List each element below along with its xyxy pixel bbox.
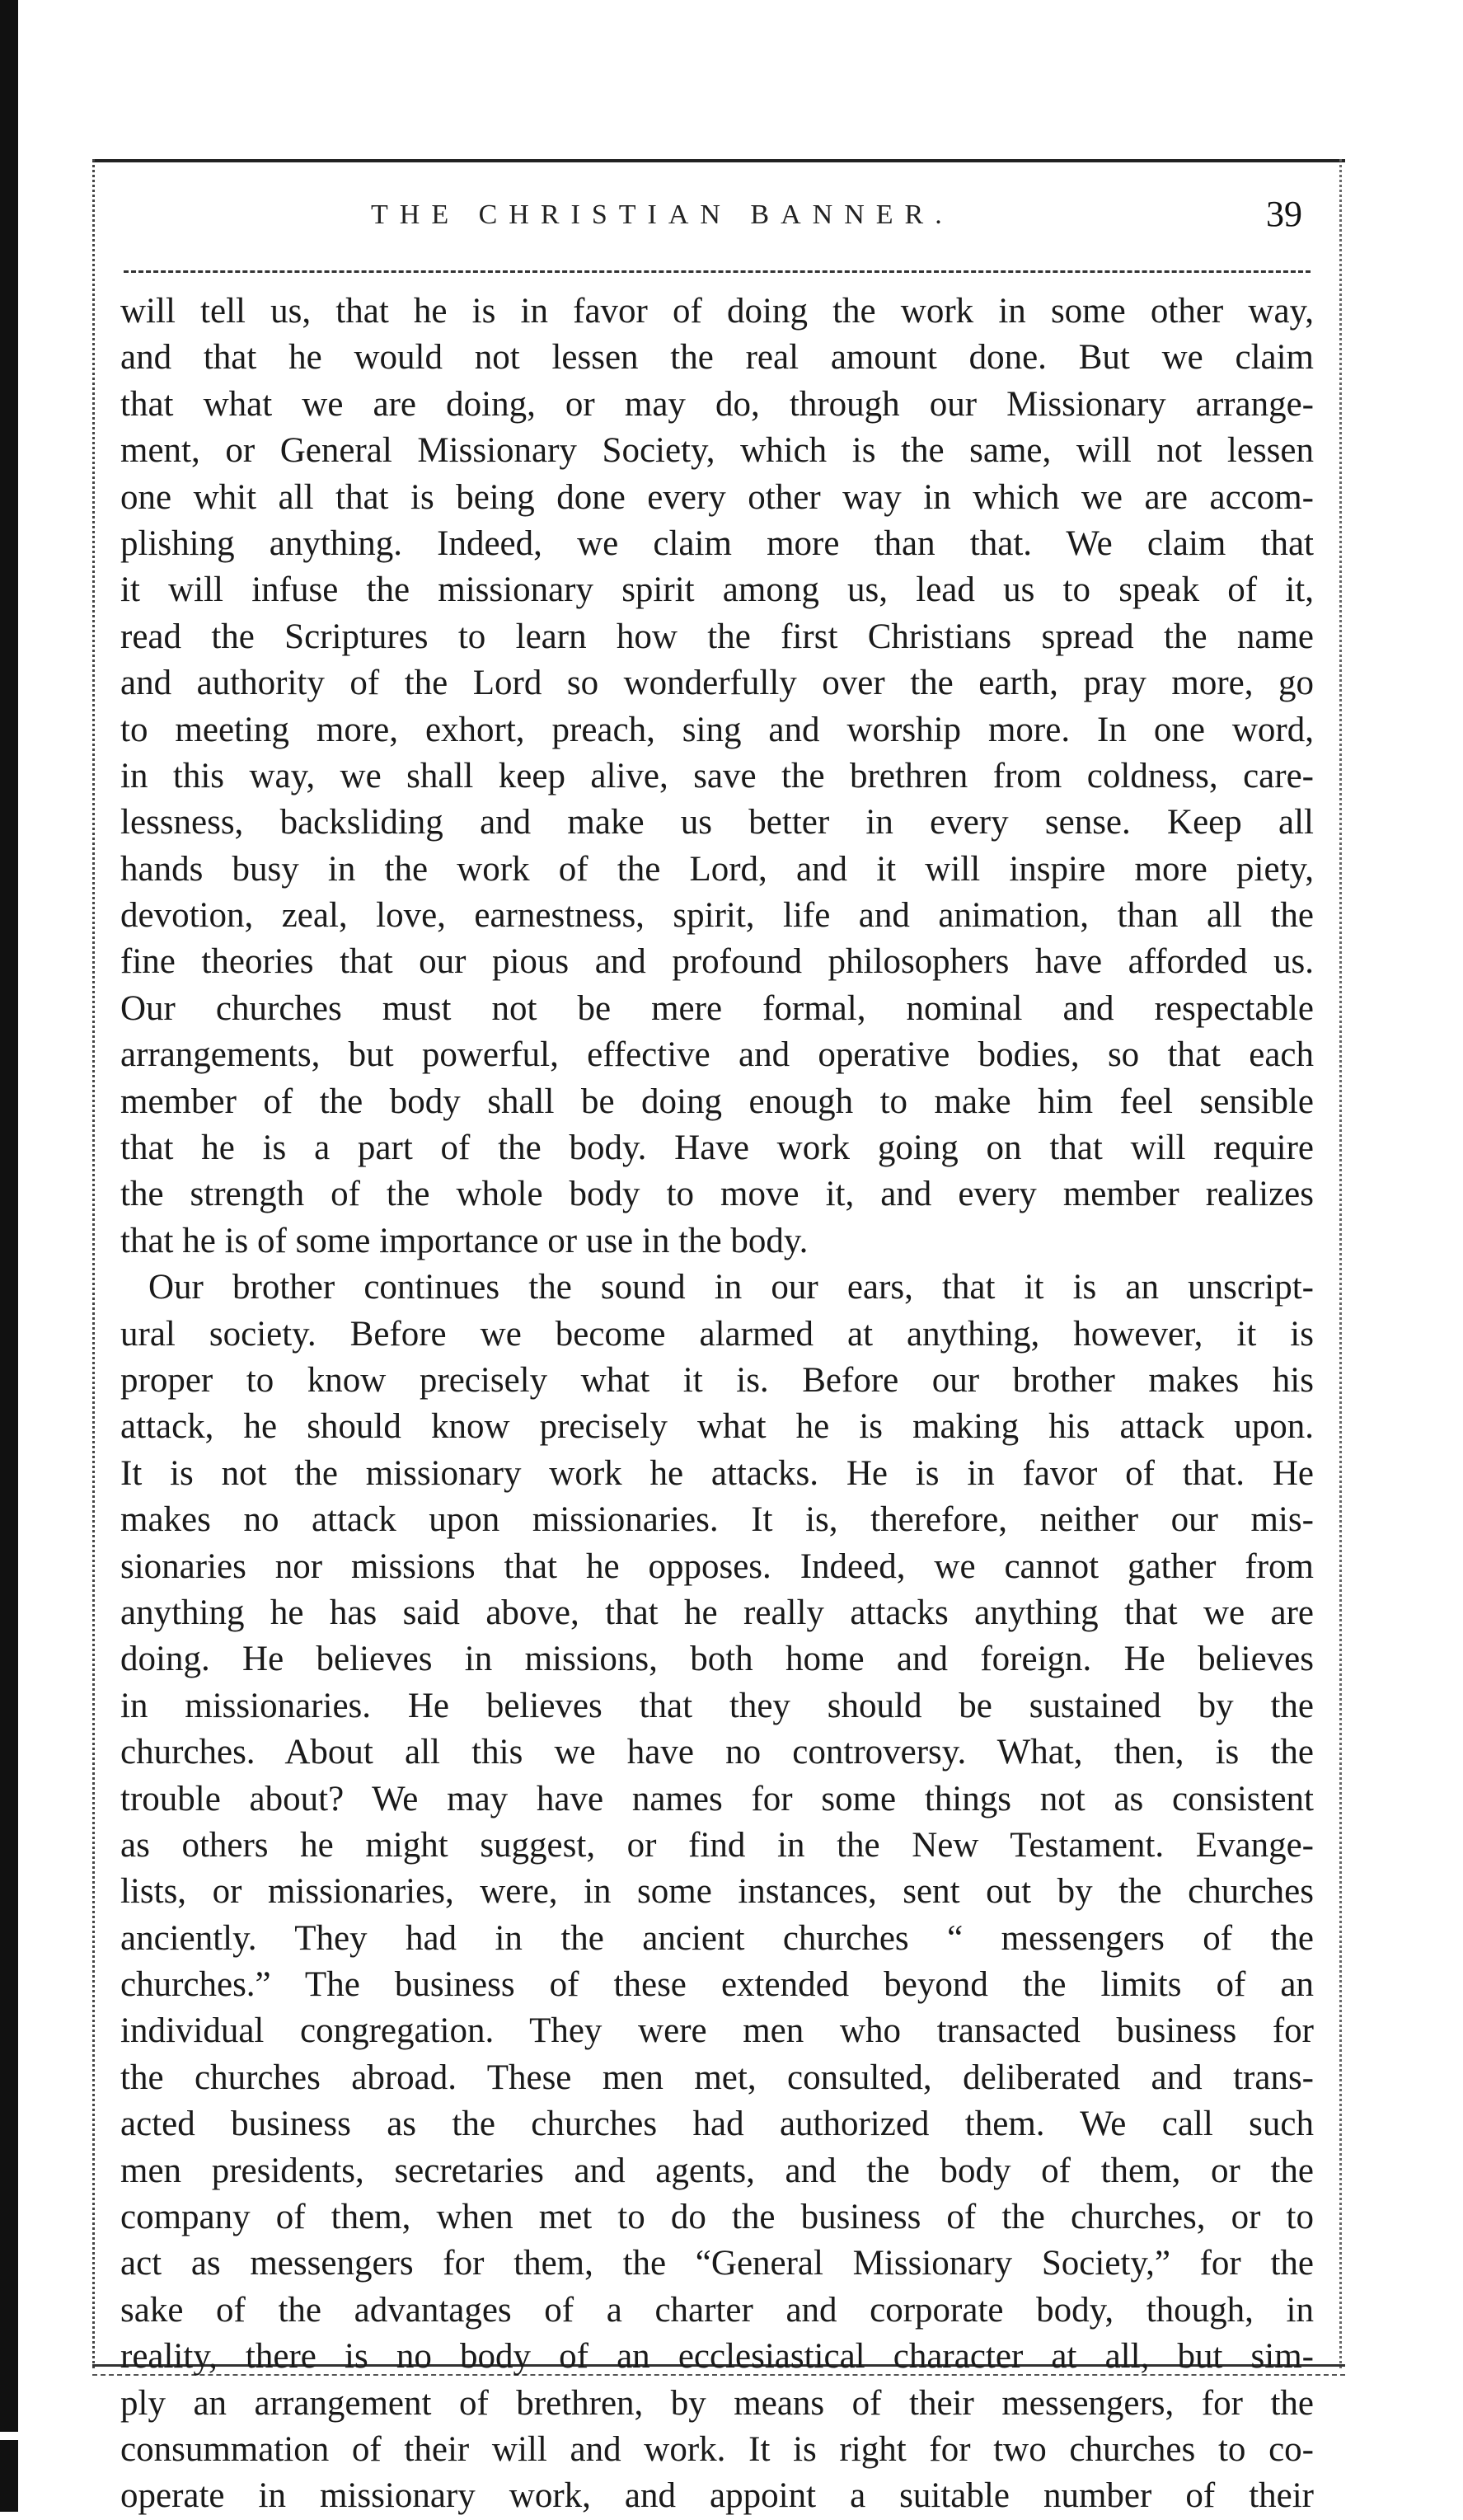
text-line: attack, he should know precisely what he is making his attack upon. (120, 1407, 1314, 1447)
page-number: 39 (1266, 194, 1302, 234)
text-line: hands busy in the work of the Lord, and it will inspire more piety, (120, 849, 1314, 889)
text-line: It is not the missionary work he attacks. He is in favor of that. He (120, 1453, 1314, 1493)
frame-right-rule (1339, 159, 1344, 2368)
text-line: and that he would not lessen the real amount done. But we claim (120, 338, 1314, 378)
text-line: one whit all that is being done every other way in which we are accom- (120, 477, 1314, 517)
text-line: churches.” The business of these extended beyond the limits of an (120, 1965, 1314, 2005)
text-line: sionaries nor missions that he opposes. Indeed, we cannot gather from (120, 1546, 1314, 1586)
text-line: makes no attack upon missionaries. It is, therefore, neither our mis- (120, 1500, 1314, 1540)
text-line: member of the body shall be doing enough to make him feel sensible (120, 1082, 1314, 1121)
text-line: consummation of their will and work. It is right for two churches to co- (120, 2429, 1314, 2469)
text-line: arrangements, but powerful, effective and operative bodies, so that each (120, 1035, 1314, 1075)
text-line: Our churches must not be mere formal, nominal and respectable (120, 988, 1314, 1028)
text-line: company of them, when met to do the business of the churches, or to (120, 2198, 1314, 2237)
text-line: trouble about? We may have names for some things not as consistent (120, 1779, 1314, 1818)
text-line: operate in missionary work, and appoint a suitable number of their (120, 2476, 1314, 2516)
text-line: that he is of some importance or use in the body. (120, 1221, 809, 1260)
text-line: will tell us, that he is in favor of doing the work in some other way, (120, 292, 1314, 331)
frame-left-rule (92, 159, 97, 2368)
text-line: that what we are doing, or may do, through our Missionary arrange- (120, 384, 1314, 424)
text-line: in missionaries. He believes that they should be sustained by the (120, 1686, 1314, 1725)
text-line: in this way, we shall keep alive, save the brethren from coldness, care- (120, 756, 1314, 795)
text-line: men presidents, secretaries and agents, and the body of them, or the (120, 2151, 1314, 2190)
paragraph-first-line: Our brother continues the sound in our ears, that it is an unscript- (148, 1268, 1314, 1307)
text-line: fine theories that our pious and profound philosophers have afforded us. (120, 942, 1314, 982)
text-line: reality, there is no body of an ecclesiastical character at all, but sim- (120, 2337, 1314, 2377)
text-line: ply an arrangement of brethren, by means of their messengers, for the (120, 2383, 1314, 2423)
text-line: that he is a part of the body. Have work going on that will require (120, 1129, 1314, 1168)
text-line: sake of the advantages of a charter and corporate body, though, in (120, 2290, 1314, 2330)
running-head (124, 194, 1311, 249)
text-line: it will infuse the missionary spirit among us, lead us to speak of it, (120, 570, 1314, 610)
text-line: anything he has said above, that he really attacks anything that we are (120, 1593, 1314, 1632)
running-title: THE CHRISTIAN BANNER. (371, 199, 954, 230)
text-line: acted business as the churches had authorized them. We call such (120, 2105, 1314, 2144)
frame-top-rule (92, 159, 1345, 162)
text-line: and authority of the Lord so wonderfully over the earth, pray more, go (120, 664, 1314, 703)
text-line: anciently. They had in the ancient churches “ messengers of the (120, 1918, 1314, 1958)
text-line: doing. He believes in missions, both home and foreign. He believes (120, 1640, 1314, 1679)
text-line: devotion, zeal, love, earnestness, spirit, life and animation, than all the (120, 896, 1314, 936)
text-line: lists, or missionaries, were, in some instances, sent out by the churches (120, 1872, 1314, 1912)
header-rule (124, 270, 1311, 273)
text-line: lessness, backsliding and make us better in every sense. Keep all (120, 803, 1314, 842)
text-line: read the Scriptures to learn how the first Christians spread the name (120, 617, 1314, 656)
text-line: to meeting more, exhort, preach, sing and worship more. In one word, (120, 710, 1314, 749)
text-line: churches. About all this we have no controversy. What, then, is the (120, 1733, 1314, 1772)
text-line: proper to know precisely what it is. Before our brother makes his (120, 1360, 1314, 1400)
text-line: act as messengers for them, the “General Missionary Society,” for the (120, 2244, 1314, 2283)
page-edge-bar (0, 0, 18, 2512)
text-line: as others he might suggest, or find in the New Testament. Evange- (120, 1825, 1314, 1865)
text-line: plishing anything. Indeed, we claim more than that. We claim that (120, 523, 1314, 563)
text-line: individual congregation. They were men who transacted business for (120, 2011, 1314, 2051)
text-line: the strength of the whole body to move it, and every member realizes (120, 1175, 1314, 1214)
text-line: ural society. Before we become alarmed at anything, however, it is (120, 1314, 1314, 1354)
text-line: the churches abroad. These men met, consulted, deliberated and trans- (120, 2058, 1314, 2097)
body-text (120, 289, 1314, 2520)
text-line: ment, or General Missionary Society, which is the same, will not lessen (120, 431, 1314, 471)
